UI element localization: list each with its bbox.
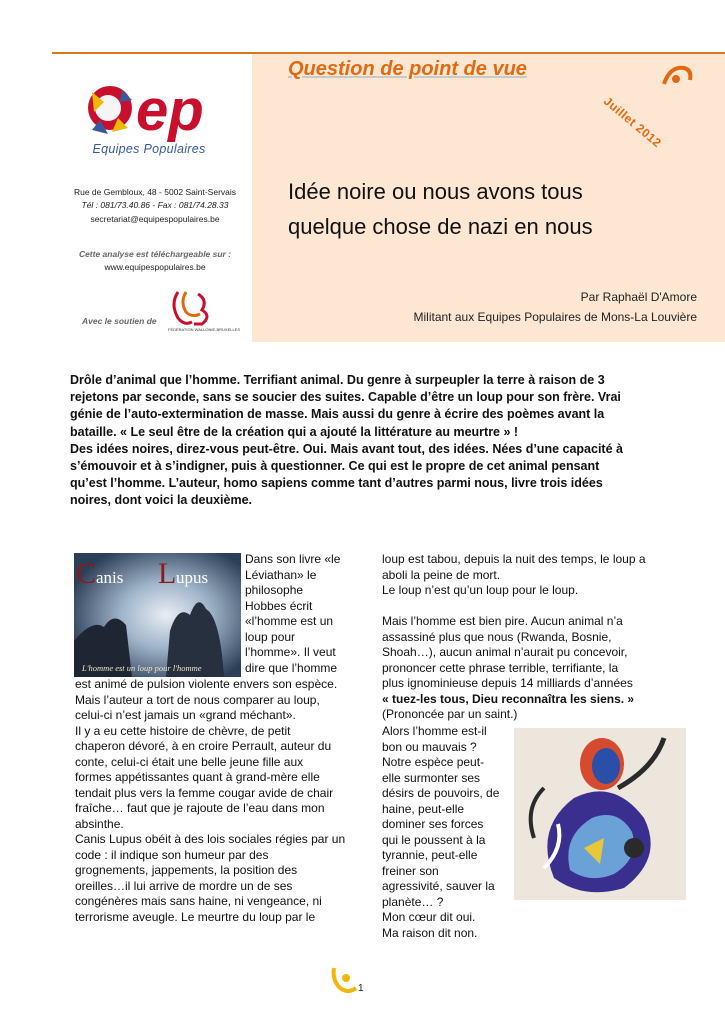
column2-text: loup est tabou, depuis la nuit des temps, le loup a aboli la peine de mort. Le loup n’est qu’un loup pour le loup. Mais l’homme est bien pire. Aucun animal n’a assassiné plus que nous (Rwanda, Bosnie, Shoah…), aucun animal n’aurait pu concevoir, prononcer cette phrase terrible, terrifiante, la plus ignominieuse depuis 14 milliards d’années « tuez-les tous, Dieu reconnaîtra les siens. » (Prononcée par un saint.) <box>382 552 682 723</box>
svg-text:upus: upus <box>176 568 209 587</box>
support-label: Avec le soutien de <box>82 316 157 326</box>
federation-wallonie-bruxelles-logo <box>168 288 241 336</box>
page-number: 1 <box>358 983 364 994</box>
org-name: Equipes Populaires <box>92 142 206 156</box>
website-link[interactable]: www.equipespopulaires.be <box>104 262 206 272</box>
author-role: Militant aux Equipes Populaires de Mons-La Louvière <box>413 310 697 324</box>
page-footer-icon <box>330 962 360 998</box>
logo-text: ep <box>136 78 204 143</box>
image-caption: L'homme est un loup pour l'homme <box>82 663 202 673</box>
column1-wrap-text: Dans son livre «le Léviathan» le philosophe Hobbes écrit «l’homme est un loup pour l’homme». Il veut dire que l’homme <box>245 552 341 675</box>
intro-line: bataille. « Le seul être de la création qui a ajouté la littérature au meurtre » ! <box>70 424 519 439</box>
svg-text:C: C <box>76 557 97 590</box>
title-line-2: quelque chose de nazi en nous <box>288 214 593 239</box>
quote-note: (Prononcée par un saint.) <box>382 707 518 721</box>
org-phone: Tél : 081/73.40.86 - Fax : 081/74.28.33 <box>81 200 229 210</box>
svg-text:L: L <box>158 557 177 590</box>
canis-lupus-image <box>74 553 241 677</box>
svg-text:anis: anis <box>96 568 124 587</box>
intro-line: Drôle d’animal que l’homme. Terrifiant animal. Du genre à surpeupler la terre à raison de 3 <box>70 373 605 387</box>
abstract-painting <box>514 728 686 900</box>
quote: « tuez-les tous, Dieu reconnaîtra les siens. » <box>382 691 635 706</box>
org-email[interactable]: secretariat@equipespopulaires.be <box>90 214 220 224</box>
intro-line: s’émouvoir et à s’indigner, puis à questionner. Ce qui est le propre de cet animal pensant <box>70 459 600 474</box>
ep-corner-icon <box>660 62 694 92</box>
intro-line: qu’est l’homme. L’auteur, homo sapiens comme tant d’autres parmi nous, livre trois idées <box>70 476 603 491</box>
author-name: Par Raphaël D'Amore <box>580 290 697 304</box>
sponsor-caption: FÉDÉRATION WALLONIE-BRUXELLES <box>168 327 241 332</box>
column1-text: est animé de pulsion violente envers son espèce. Mais l’auteur a tort de nous comparer au loup, celui-ci n’est jamais un «grand méchant». Il y a eu cette histoire de chèvre, de petit chaperon dévoré, à en croire Perrault, auteur du conte, celui-ci était une belle jeune fille aux formes appétissantes quant à grand-mère elle tendait plus vers la femme cougar avide de chair fraîche… faut que je rajoute de l’eau dans mon absinthe. Canis Lupus obéit à des lois sociales régies par un code : il indique son humeur par des grognements, jappements, la position des oreilles…il lui arrive de mordre un de ses congénères mais sans haine, ni vengeance, ni terrorisme aveugle. Le meurtre du loup par le <box>75 677 346 924</box>
title-line-1: Idée noire ou nous avons tous <box>288 179 583 204</box>
header-rule <box>52 52 725 54</box>
intro-paragraph <box>70 372 650 510</box>
article-title <box>288 174 708 244</box>
equipes-populaires-logo <box>78 72 228 144</box>
issue-date: Juillet 2012 <box>601 94 665 151</box>
column2-wrap-text: Alors l’homme est-il bon ou mauvais ? Notre espèce peut- elle surmonter ses désirs de pouvoirs, de haine, peut-elle dominer ses forces qui le poussent à la tyrannie, peut-elle freiner son agressivité, sauver la planète… ? Mon cœur dit oui. Ma raison dit non. <box>382 724 500 940</box>
intro-line: génie de l’auto-extermination de masse. Mais aussi du genre à écrire des poèmes avant la <box>70 407 605 422</box>
org-address: Rue de Gembloux, 48 - 5002 Saint-Servais <box>73 187 237 197</box>
intro-line: noires, dont voici la deuxième. <box>70 493 252 508</box>
intro-line: rejetons par seconde, sans se soucier des suites. Capable d’être un loup pour son frère. Vrai <box>70 390 621 405</box>
category-heading: Question de point de vue <box>288 58 527 80</box>
download-label: Cette analyse est téléchargeable sur : <box>78 249 232 259</box>
intro-line: Des idées noires, direz-vous peut-être. Oui. Mais avant tout, des idées. Nées d’une capacité à <box>70 441 623 456</box>
